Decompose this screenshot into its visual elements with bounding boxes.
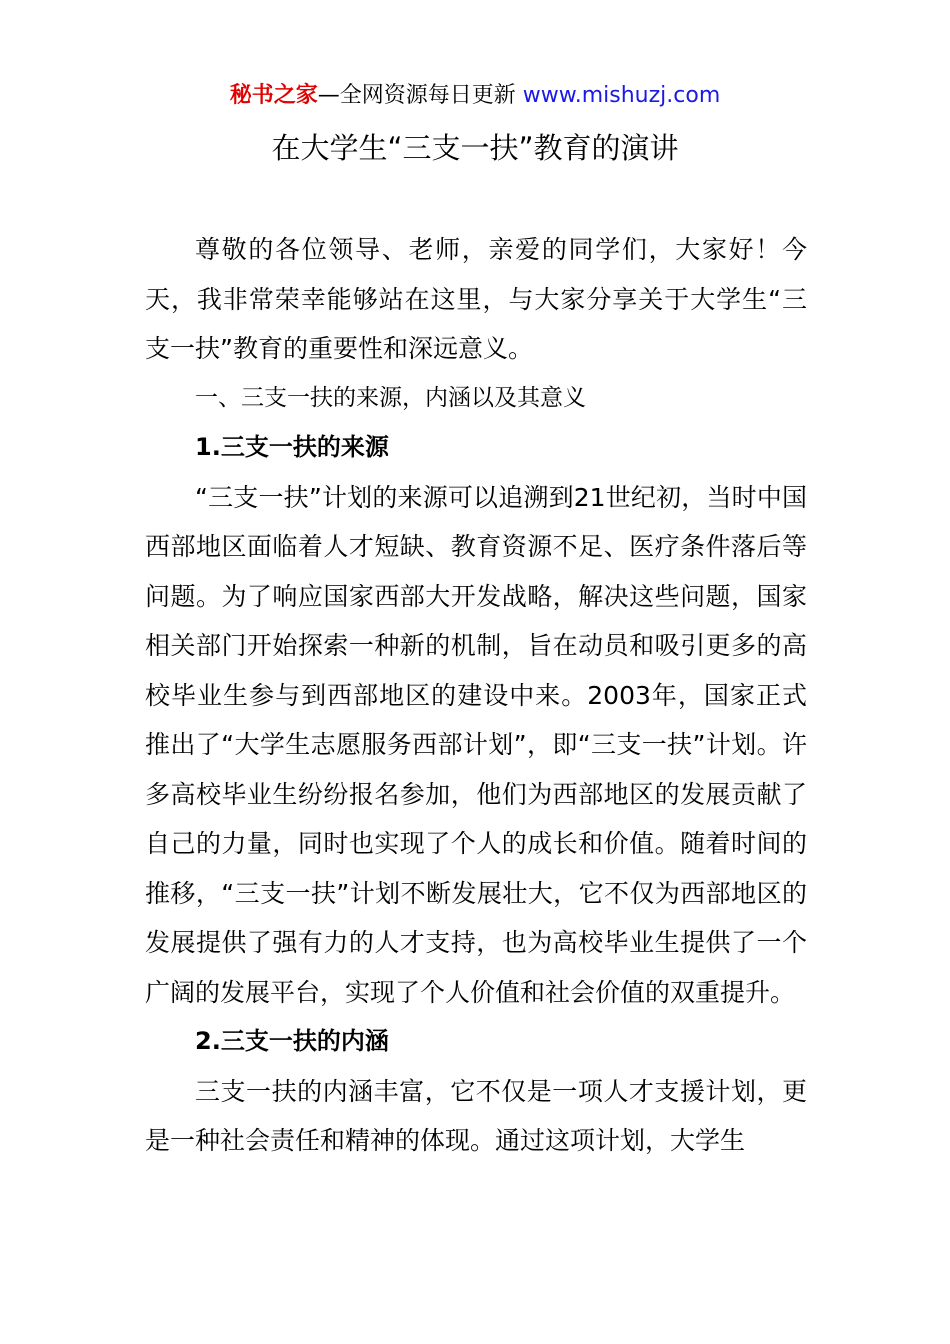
- site-url-link[interactable]: www.mishuzj.com: [522, 83, 721, 108]
- section-heading: 一、三支一扶的来源，内涵以及其意义: [195, 384, 586, 411]
- document-title: 在大学生“三支一扶”教育的演讲: [271, 131, 679, 165]
- document-body: [145, 225, 807, 1166]
- subheading-connotation: 2.三支一扶的内涵: [195, 1027, 389, 1055]
- brand-name: 秘书之家: [229, 83, 318, 108]
- subheading-origin: 1.三支一扶的来源: [195, 433, 389, 461]
- header-tagline: —全网资源每日更新: [317, 83, 516, 108]
- paragraph-greeting: 尊敬的各位领导、老师，亲爱的同学们，大家好！今天，我非常荣幸能够站在这里，与大家分享关于大学生“三支一扶”教育的重要性和深远意义。: [145, 235, 807, 363]
- site-header: [0, 80, 950, 112]
- paragraph-connotation: 三支一扶的内涵丰富，它不仅是一项人才支援计划，更是一种社会责任和精神的体现。通过这项计划，大学生: [145, 1076, 807, 1155]
- paragraph-origin: “三支一扶”计划的来源可以追溯到21世纪初，当时中国西部地区面临着人才短缺、教育资源不足、医疗条件落后等问题。为了响应国家西部大开发战略，解决这些问题，国家相关部门开始探索一种新的机制，旨在动员和吸引更多的高校毕业生参与到西部地区的建设中来。2003年，国家正式推出了“大学生志愿服务西部计划”，即“三支一扶”计划。许多高校毕业生纷纷报名参加，他们为西部地区的发展贡献了自己的力量，同时也实现了个人的成长和价值。随着时间的推移，“三支一扶”计划不断发展壮大，它不仅为西部地区的发展提供了强有力的人才支持，也为高校毕业生提供了一个广阔的发展平台，实现了个人价值和社会价值的双重提升。: [145, 482, 807, 1007]
